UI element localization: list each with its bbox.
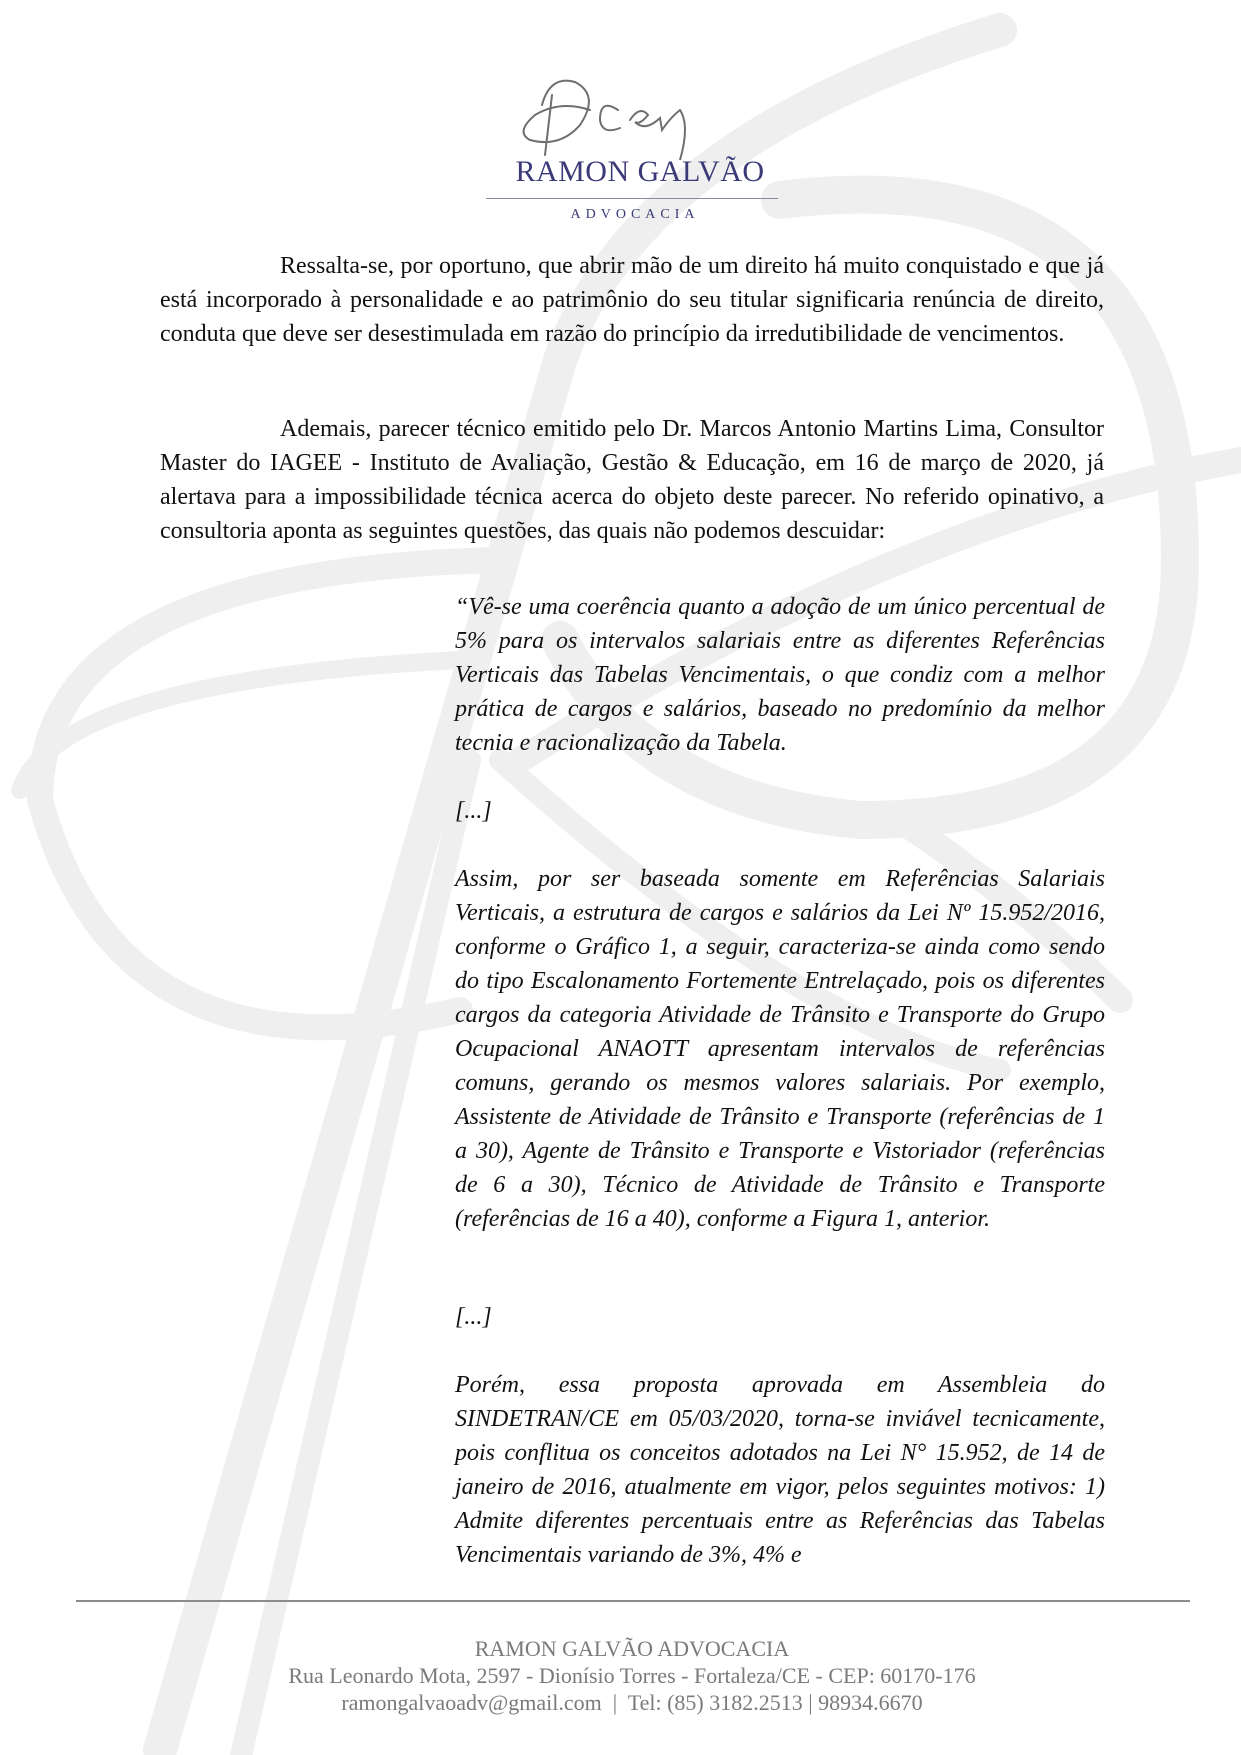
paragraph-parecer-tecnico: Ademais, parecer técnico emitido pelo Dr. Marcos Antonio Martins Lima, Consultor Master do IAGEE - Instituto de Avaliação, Gestão & Educação, em 16 de março de 2020, já alertava para a impossibilidade técnica acerca do objeto deste parecer. No referido opinativo, a consultoria aponta as seguintes questões, das quais não podemos descuidar: bbox=[160, 416, 1104, 544]
logo-subtitle: ADVOCACIA bbox=[570, 207, 700, 222]
quote-ellipsis: [...] bbox=[455, 798, 492, 824]
footer-divider bbox=[76, 1600, 1190, 1602]
signature-monogram-icon bbox=[490, 70, 790, 160]
footer-firm-name: RAMON GALVÃO ADVOCACIA bbox=[474, 1636, 790, 1661]
quote-block-proposta: Porém, essa proposta aprovada em Assembleia do SINDETRAN/CE em 05/03/2020, torna-se inviável tecnicamente, pois conflitua os conceitos adotados na Lei N° 15.952, de 14 de janeiro de 2016, atualmente em vigor, pelos seguintes motivos: 1) Admite diferentes percentuais entre as Referências das Tabelas Vencimentais variando de 3%, 4% e bbox=[455, 1372, 1105, 1568]
logo-name: RAMON GALVÃO bbox=[515, 155, 765, 188]
footer-address: Rua Leonardo Mota, 2597 - Dionísio Torres - Fortaleza/CE - CEP: 60170-176 bbox=[288, 1663, 976, 1688]
quote-block-coerencia: “Vê-se uma coerência quanto a adoção de um único percentual de 5% para os intervalos salariais entre as diferentes Referências Verticais das Tabelas Vencimentais, o que condiz com a melhor prática de cargos e salários, baseado no predomínio da melhor tecnia e racionalização da Tabela. bbox=[455, 594, 1105, 756]
quote-ellipsis: [...] bbox=[455, 1304, 492, 1330]
logo-divider bbox=[486, 198, 778, 199]
footer-contact: ramongalvaoadv@gmail.com | Tel: (85) 3182.2513 | 98934.6670 bbox=[341, 1690, 923, 1715]
firm-logo bbox=[490, 70, 790, 230]
quote-block-estrutura: Assim, por ser baseada somente em Referências Salariais Verticais, a estrutura de cargos e salários da Lei Nº 15.952/2016, conforme o Gráfico 1, a seguir, caracteriza-se ainda como sendo do tipo Escalonamento Fortemente Entrelaçado, pois os diferentes cargos da categoria Atividade de Trânsito e Transporte do Grupo Ocupacional ANAOTT apresentam intervalos de referências comuns, gerando os mesmos valores salariais. Por exemplo, Assistente de Atividade de Trânsito e Transporte (referências de 1 a 30), Agente de Trânsito e Transporte e Vistoriador (referências de 6 a 30), Técnico de Atividade de Trânsito e Transporte (referências de 16 a 40), conforme a Figura 1, anterior. bbox=[455, 866, 1105, 1232]
paragraph-renuncia: Ressalta-se, por oportuno, que abrir mão de um direito há muito conquistado e que já está incorporado à personalidade e ao patrimônio do seu titular significaria renúncia de direito, conduta que deve ser desestimulada em razão do princípio da irredutibilidade de vencimentos. bbox=[160, 253, 1104, 347]
